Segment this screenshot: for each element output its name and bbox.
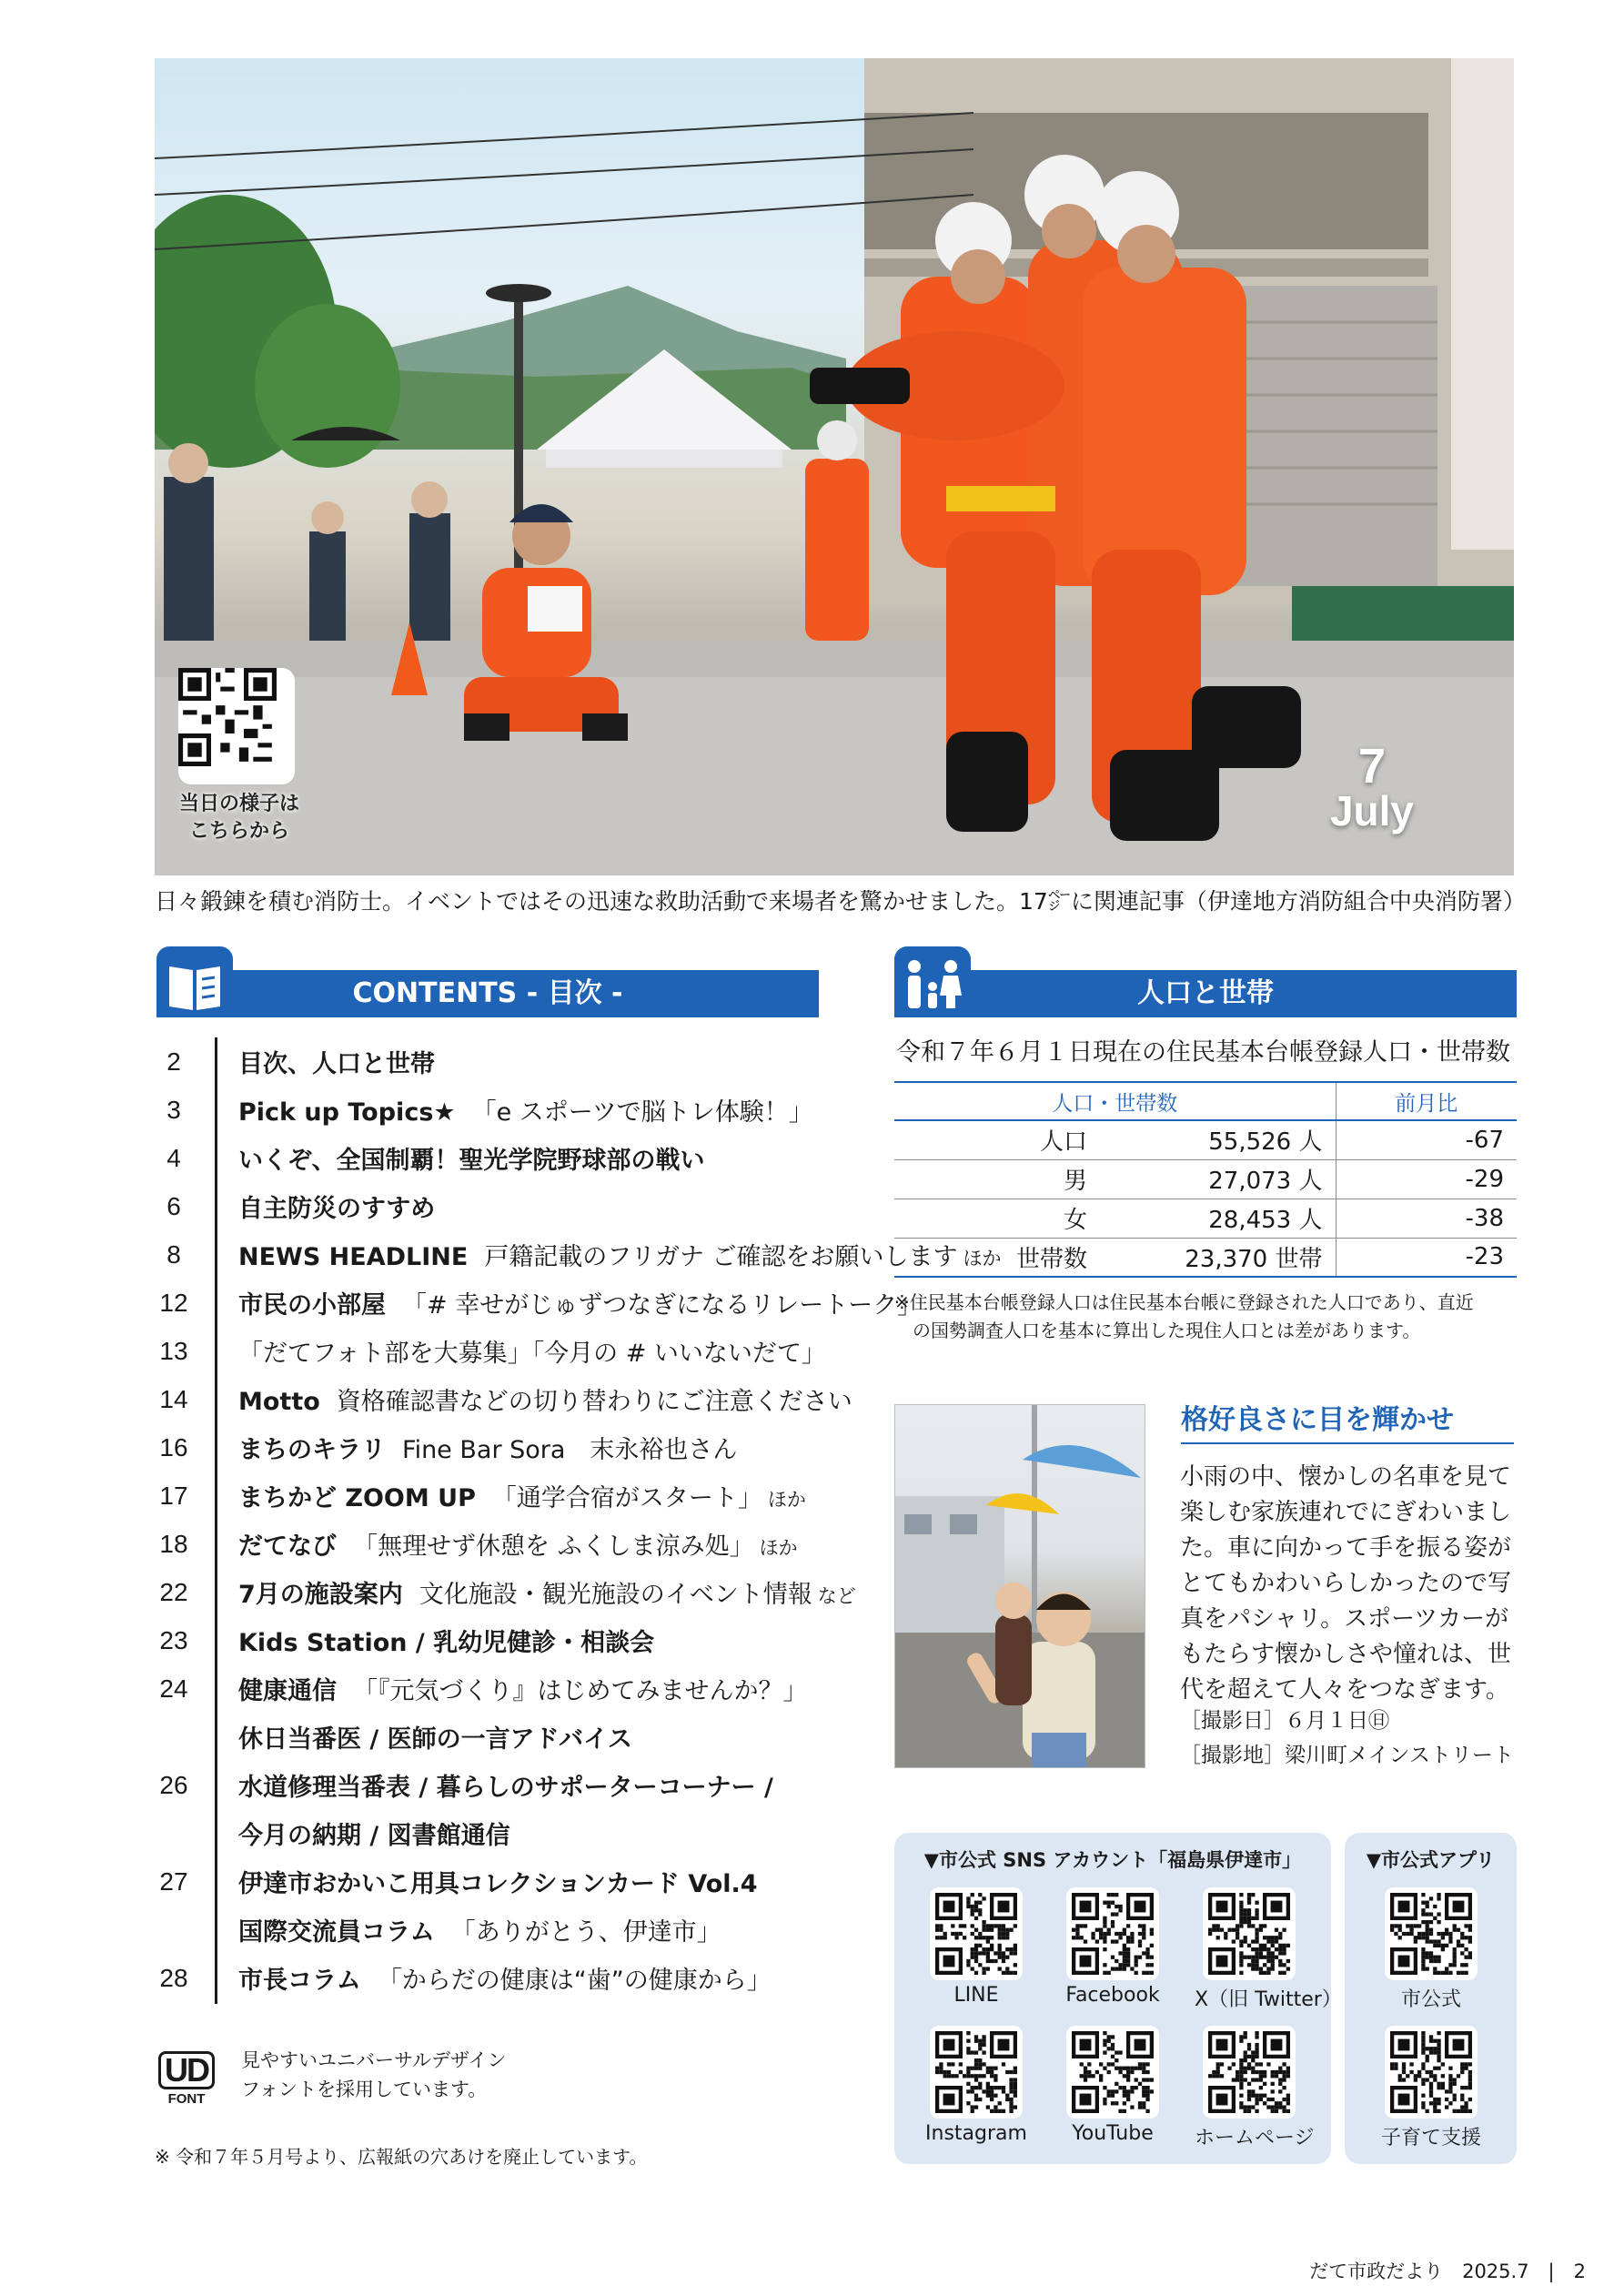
contents-item-text xyxy=(238,1092,819,1128)
contents-item-text xyxy=(238,1864,780,1899)
contents-item xyxy=(155,1037,435,1086)
population-row xyxy=(894,1199,1517,1238)
contents-item-text xyxy=(238,1430,742,1465)
contents-item-subtitle: 資格確認書などの切り替わりにご注意ください xyxy=(336,1388,852,1416)
contents-item-subtitle: 「からだの健康は“歯”の健康から」 xyxy=(377,1967,772,1995)
contents-item xyxy=(155,1906,721,1954)
contents-item-title: まちかど ZOOM UP xyxy=(238,1484,476,1512)
contents-item xyxy=(155,1857,758,1906)
qr-label: YouTube xyxy=(1072,2122,1154,2145)
contents-item-text xyxy=(238,1767,795,1803)
contents-item-subtitle: 「だてフォト部を大募集」「今月の # いいないだて」 xyxy=(238,1340,826,1368)
official-app-box xyxy=(1345,1833,1517,2164)
contents-item-text xyxy=(238,1526,798,1562)
qr-code[interactable] xyxy=(930,1887,1023,1980)
qr-link-item[interactable] xyxy=(922,2026,1031,2145)
contents-page-number: 3 xyxy=(166,1095,181,1124)
firefighter-rescue-illustration xyxy=(155,58,1514,875)
contents-item-title: 健康通信 xyxy=(238,1677,337,1705)
qr-code[interactable] xyxy=(1203,1887,1296,1980)
contents-page-number: 26 xyxy=(159,1770,188,1799)
contents-item-title: まちのキラリ xyxy=(238,1436,386,1464)
qr-link-item[interactable] xyxy=(1195,2026,1315,2150)
contents-item-text xyxy=(238,1140,726,1176)
hero-qr-caption-line-2: こちらから xyxy=(188,820,289,843)
qr-label: 子育て支援 xyxy=(1380,2127,1481,2149)
contents-item-title: 休日当番医 / 医師の一言アドバイス xyxy=(238,1725,632,1754)
contents-header xyxy=(156,970,819,1017)
population-cell-value: 55,526 人 xyxy=(1113,1120,1336,1159)
contents-item xyxy=(155,1230,1002,1279)
contents-item xyxy=(155,1423,738,1472)
population-row xyxy=(894,1120,1517,1159)
hero-photo xyxy=(155,58,1514,875)
contents-item-title: 7月の施設案内 xyxy=(238,1581,403,1609)
contents-item-title: Kids Station / 乳幼児健診・相談会 xyxy=(238,1629,655,1657)
contents-page-number: 8 xyxy=(166,1239,181,1269)
qr-code-icon xyxy=(178,668,277,766)
qr-link-item[interactable] xyxy=(1058,1887,1167,2007)
qr-code[interactable] xyxy=(1385,2026,1478,2119)
population-header-count: 人口・世帯数 xyxy=(894,1082,1336,1120)
contents-item-note: ほか xyxy=(759,1537,798,1559)
app-title: ▼市公式アプリ xyxy=(1366,1849,1496,1871)
month-number: 7 xyxy=(1357,739,1386,794)
qr-code[interactable] xyxy=(930,2026,1023,2119)
qr-code[interactable] xyxy=(1066,2026,1159,2119)
contents-item-title: 市民の小部屋 xyxy=(238,1291,386,1320)
contents-item-text xyxy=(238,1816,532,1851)
population-cell-label: 女 xyxy=(894,1199,1113,1238)
contents-item-text xyxy=(238,1381,858,1417)
contents-item-text xyxy=(238,1719,654,1755)
population-row xyxy=(894,1238,1517,1277)
contents-item-subtitle: 「無理せず休憩を ふくしま涼み処」 xyxy=(353,1532,754,1561)
contents-page-number: 17 xyxy=(159,1481,188,1510)
contents-item-title: Pick up Topics★ xyxy=(238,1098,456,1127)
population-note-line-2: の国勢調査人口を基本に算出した現住人口とは差があります。 xyxy=(913,1320,1421,1341)
qr-label: LINE xyxy=(953,1984,999,2007)
contents-item-subtitle: 「e スポーツで脳トレ体験！」 xyxy=(471,1098,813,1127)
contents-item-text xyxy=(238,1285,927,1320)
feature-date: ［撮影日］６月１日㊐ xyxy=(1180,1709,1389,1733)
page-footer: だて市政だより 2025.7 | 2 xyxy=(1309,2261,1586,2282)
contents-item xyxy=(155,1954,772,2002)
contents-item xyxy=(155,1472,806,1520)
contents-title: CONTENTS - 目次 - xyxy=(352,977,623,1009)
feature-place: ［撮影地］梁川町メインストリート xyxy=(1180,1744,1514,1767)
population-table-header xyxy=(894,1082,1517,1120)
contents-item-title: 今月の納期 / 図書館通信 xyxy=(238,1822,510,1850)
contents-item-text xyxy=(238,1574,856,1610)
qr-code-icon xyxy=(1390,2031,1472,2113)
hero-qr-caption xyxy=(162,791,317,845)
population-header-diff: 前月比 xyxy=(1336,1082,1517,1120)
qr-code[interactable] xyxy=(1066,1887,1159,1980)
contents-item-subtitle: 「# 幸せがじゅずつなぎになるリレートーク」 xyxy=(402,1291,923,1320)
qr-label: Instagram xyxy=(925,2122,1027,2145)
qr-code-icon xyxy=(935,1893,1017,1975)
feature-title: 格好良さに目を輝かせ xyxy=(1181,1399,1514,1444)
feature-meta xyxy=(1180,1704,1518,1773)
ud-font-logo xyxy=(158,2051,215,2107)
contents-item-text xyxy=(238,1671,813,1706)
contents-item-text xyxy=(238,1188,457,1224)
month-name: July xyxy=(1329,787,1414,834)
contents-page-number: 27 xyxy=(159,1866,188,1896)
hero-month-badge xyxy=(1329,739,1414,834)
qr-code-icon xyxy=(1208,2031,1290,2113)
contents-item-text xyxy=(238,1333,832,1369)
contents-item-title: 市長コラム xyxy=(238,1967,361,1995)
contents-item-text xyxy=(238,1623,676,1658)
qr-code[interactable] xyxy=(1385,1887,1478,1980)
contents-item xyxy=(155,1134,705,1182)
population-row xyxy=(894,1159,1517,1199)
contents-item-subtitle: 戸籍記載のフリガナ ご確認をお願いします xyxy=(484,1243,958,1271)
qr-label: X（旧 Twitter） xyxy=(1195,1988,1342,2011)
contents-page-number: 16 xyxy=(159,1432,188,1462)
contents-item-text xyxy=(238,1237,1002,1272)
contents-item-subtitle: 「ありがとう、伊達市」 xyxy=(450,1918,721,1947)
contents-item-title: 伊達市おかいこ用具コレクションカード Vol.4 xyxy=(238,1870,758,1898)
ud-note-line-2: フォントを採用しています。 xyxy=(241,2079,488,2100)
contents-page-number: 23 xyxy=(159,1625,188,1654)
contents-divider xyxy=(215,1037,217,2004)
qr-code-icon xyxy=(1208,1893,1290,1975)
contents-item xyxy=(155,1713,632,1761)
qr-label: 市公式 xyxy=(1400,1988,1461,2011)
contents-item-title: だてなび xyxy=(238,1532,337,1561)
contents-item xyxy=(155,1375,852,1423)
contents-page-number: 2 xyxy=(166,1047,181,1076)
hero-qr-caption-line-1: 当日の様子は xyxy=(178,793,299,815)
contents-item-subtitle: 文化施設・観光施設のイベント情報 xyxy=(419,1581,812,1609)
population-table xyxy=(894,1081,1517,1278)
contents-item-text xyxy=(238,1912,727,1947)
contents-item-note: ほか xyxy=(767,1489,806,1511)
contents-item xyxy=(155,1279,923,1327)
contents-item-subtitle: 「通学合宿がスタート」 xyxy=(491,1484,762,1512)
qr-link-item[interactable] xyxy=(1377,2026,1486,2150)
qr-code-icon xyxy=(1390,1893,1472,1975)
contents-item-text xyxy=(238,1044,457,1079)
ud-logo-text: UD xyxy=(158,2051,215,2089)
population-header xyxy=(894,970,1517,1017)
contents-page-number: 18 xyxy=(159,1529,188,1558)
contents-item xyxy=(155,1327,826,1375)
population-note-line-1: ※住民基本台帳登録人口は住民基本台帳に登録された人口であり、直近 xyxy=(894,1291,1474,1313)
contents-item-note: など xyxy=(817,1585,856,1607)
qr-label: ホームページ xyxy=(1195,2127,1315,2149)
contents-item-note: ほか xyxy=(963,1248,1002,1269)
contents-item-title: Motto xyxy=(238,1388,320,1416)
contents-page-number: 22 xyxy=(159,1577,188,1606)
ud-logo-font-text: FONT xyxy=(167,2091,206,2107)
qr-link-item[interactable] xyxy=(1195,1887,1342,2012)
contents-page-number: 13 xyxy=(159,1336,188,1365)
population-cell-value: 23,370 世帯 xyxy=(1113,1238,1336,1277)
sns-title: ▼市公式 SNS アカウント「福島県伊達市」 xyxy=(923,1849,1302,1871)
contents-page-number: 4 xyxy=(166,1143,181,1172)
contents-page-number: 6 xyxy=(166,1191,181,1220)
population-cell-label: 男 xyxy=(894,1159,1113,1199)
population-title: 人口と世帯 xyxy=(1137,977,1274,1009)
qr-code-icon xyxy=(1072,2031,1154,2113)
contents-item-title: NEWS HEADLINE xyxy=(238,1243,469,1271)
population-note xyxy=(894,1289,1522,1345)
footnote: ※ 令和７年５月号より、広報紙の穴あけを廃止しています。 xyxy=(155,2146,648,2168)
qr-code-icon xyxy=(935,2031,1017,2113)
contents-item-title: いくぞ、全国制覇！聖光学院野球部の戦い xyxy=(238,1147,705,1175)
contents-item-text xyxy=(238,1478,806,1513)
population-date: 令和７年６月１日現在の住民基本台帳登録人口・世帯数 xyxy=(896,1038,1510,1067)
population-cell-diff: -29 xyxy=(1336,1159,1517,1199)
contents-item xyxy=(155,1809,510,1857)
feature-body: 小雨の中、懐かしの名車を見て楽しむ家族連れでにぎわいました。車に向かって手を振る姿がとてもかわいらしかったので写真をパシャリ。スポーツカーがもたらす懐かしさや憧れは、世代を超えて人々をつなぎます。 xyxy=(1180,1463,1512,1704)
qr-code[interactable] xyxy=(1203,2026,1296,2119)
contents-item-subtitle: Fine Bar Sora 末永裕也さん xyxy=(402,1436,738,1464)
child-waving-illustration xyxy=(895,1405,1145,1768)
contents-item-text xyxy=(238,1960,777,1996)
contents-item-title: 水道修理当番表 / 暮らしのサポーターコーナー / xyxy=(238,1774,773,1802)
contents-page-number: 28 xyxy=(159,1963,188,1992)
contents-item-subtitle: 「『元気づくり』はじめてみませんか？」 xyxy=(353,1677,808,1705)
contents-item xyxy=(155,1568,856,1616)
sns-accounts-box xyxy=(894,1833,1342,2164)
qr-code-icon xyxy=(1072,1893,1154,1975)
qr-link-item[interactable] xyxy=(1377,1887,1486,2012)
hero-qr-code[interactable] xyxy=(178,668,295,784)
qr-link-item[interactable] xyxy=(1058,2026,1167,2145)
contents-item xyxy=(155,1520,798,1568)
feature-photo xyxy=(894,1404,1145,1768)
contents-item xyxy=(155,1616,655,1664)
contents-page-number: 24 xyxy=(159,1674,188,1703)
population-cell-diff: -23 xyxy=(1336,1238,1517,1277)
contents-item xyxy=(155,1086,813,1134)
ud-note-line-1: 見やすいユニバーサルデザイン xyxy=(241,2049,507,2071)
contents-item-title: 目次、人口と世帯 xyxy=(238,1050,435,1078)
ud-font-note xyxy=(241,2046,506,2104)
contents-item-title: 国際交流員コラム xyxy=(238,1918,435,1947)
population-cell-label: 人口 xyxy=(894,1120,1113,1159)
population-cell-value: 27,073 人 xyxy=(1113,1159,1336,1199)
population-cell-diff: -38 xyxy=(1336,1199,1517,1238)
contents-page-number: 12 xyxy=(159,1288,188,1317)
contents-item xyxy=(155,1664,808,1713)
population-cell-value: 28,453 人 xyxy=(1113,1199,1336,1238)
contents-item-title: 自主防災のすすめ xyxy=(238,1195,436,1223)
qr-label: Facebook xyxy=(1065,1984,1160,2007)
qr-link-item[interactable] xyxy=(922,1887,1031,2007)
population-cell-diff: -67 xyxy=(1336,1120,1517,1159)
contents-item xyxy=(155,1761,773,1809)
contents-item xyxy=(155,1182,436,1230)
contents-page-number: 14 xyxy=(159,1384,188,1413)
hero-caption: 日々鍛錬を積む消防士。イベントではその迅速な救助活動で来場者を驚かせました。17㌻に関連記事（伊達地方消防組合中央消防署） xyxy=(155,888,1526,915)
population-cell-label: 世帯数 xyxy=(894,1238,1113,1277)
